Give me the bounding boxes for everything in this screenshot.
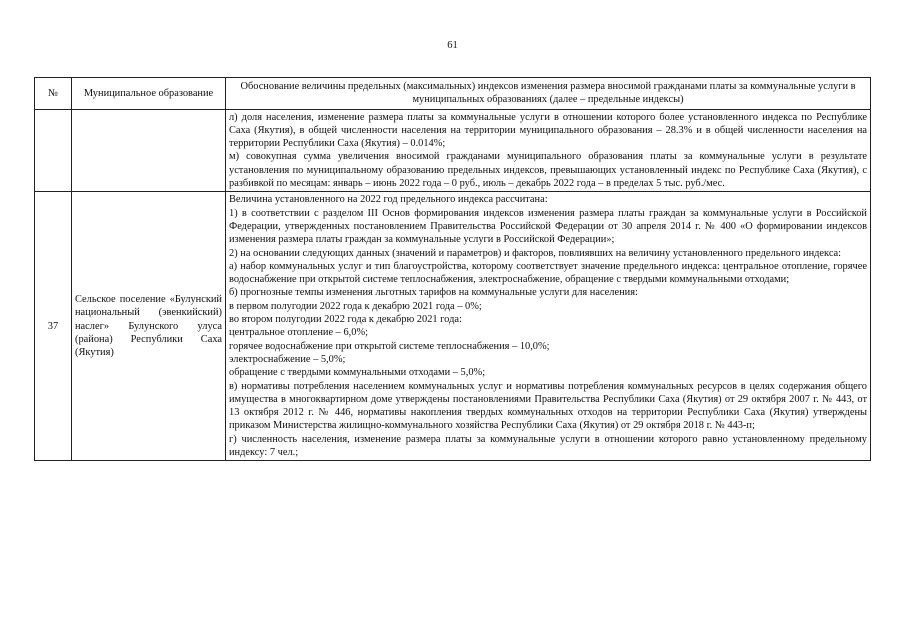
row-number-cell: 37 xyxy=(35,192,72,461)
justification-line: Величина установленного на 2022 год предельного индекса рассчитана: xyxy=(229,194,548,206)
justification-line: а) набор коммунальных услуг и тип благоустройства, которому соответствует значение предельного индекса: центральное отопление, горячее водоснабжение при открытой системе теплоснабжения, электроснабжение, обращение с твердыми коммунальными отходами; xyxy=(229,260,867,286)
justification-line: б) прогнозные темпы изменения льготных тарифов на коммунальные услуги для населения: xyxy=(229,287,638,299)
justification-line: г) численность населения, изменение размера платы за коммунальные услуги в отношении которого равно установленному предельному индексу: 7 чел.; xyxy=(229,433,867,459)
table-row xyxy=(35,109,871,192)
row-municipality-cell xyxy=(72,109,226,192)
table-row xyxy=(35,192,871,461)
justification-line: в первом полугодии 2022 года к декабрю 2021 года – 0%; xyxy=(229,300,482,312)
justification-line: в) нормативы потребления населением коммунальных услуг и нормативы потребления коммунальных ресурсов в целях содержания общего имущества в многоквартирном доме утверждены постановлениями Правительства Республики Саха (Якутия) от 29 октября 2007 г. № 443, от 13 октября 2012 г. № 446, нормативы накопления твердых коммунальных отходов на территории Республики Саха (Якутия) утверждены приказом Министерства жилищно-коммунального хозяйства Республики Саха (Якутия) от 29 октября 2018 г. № 443-п; xyxy=(229,380,867,432)
justification-line: м) совокупная сумма увеличения вносимой гражданами муниципального образования платы за коммунальные услуги в результате установления по муниципальному образованию предельных индексов, превышающих установленный индекс по Республике Саха (Якутия), с разбивкой по месяцам: январь – июнь 2022 года – 0 руб., июль – декабрь 2022 года – в пределах 5 тыс. руб./мес. xyxy=(229,151,867,190)
row-justification-cell xyxy=(226,192,871,461)
justification-line: горячее водоснабжение при открытой системе теплоснабжения – 10,0%; xyxy=(229,340,550,352)
justification-line: л) доля населения, изменение размера платы за коммунальные услуги в отношении которого более установленного индекса по Республике Саха (Якутия), в общей численности населения на территории муниципального образования – 28.3% и в общей численности населения на территории Республики Саха (Якутия) – 0.014%; xyxy=(229,111,867,150)
table-header-row xyxy=(35,78,871,110)
row-municipality-cell: Сельское поселение «Булунский национальный (эвенкийский) наслег» Булунского улуса (района) Республики Саха (Якутия) xyxy=(72,192,226,461)
header-municipality: Муниципальное образование xyxy=(72,78,226,110)
row-justification-cell xyxy=(226,109,871,192)
indices-table xyxy=(34,77,871,461)
page-number: 61 xyxy=(447,40,458,51)
justification-line: обращение с твердыми коммунальными отходами – 5,0%; xyxy=(229,367,486,379)
header-number: № xyxy=(35,78,72,110)
justification-line: центральное отопление – 6,0%; xyxy=(229,327,368,339)
header-justification: Обоснование величины предельных (максимальных) индексов изменения размера вносимой гражданами платы за коммунальные услуги в муниципальных образованиях (далее – предельные индексы) xyxy=(226,78,871,110)
justification-line: электроснабжение – 5,0%; xyxy=(229,353,346,365)
row-number-cell xyxy=(35,109,72,192)
justification-line: во втором полугодии 2022 года к декабрю 2021 года: xyxy=(229,314,462,326)
justification-line: 1) в соответствии с разделом III Основ формирования индексов изменения размера платы граждан за коммунальные услуги в Российской Федерации, утвержденных постановлением Правительства Российской Федерации от 30 апреля 2014 г. № 400 «О формировании индексов изменения размера платы граждан за коммунальные услуги в Российской Федерации»; xyxy=(229,207,867,246)
justification-line: 2) на основании следующих данных (значений и параметров) и факторов, повлиявших на величину установленного предельного индекса: xyxy=(229,247,842,259)
